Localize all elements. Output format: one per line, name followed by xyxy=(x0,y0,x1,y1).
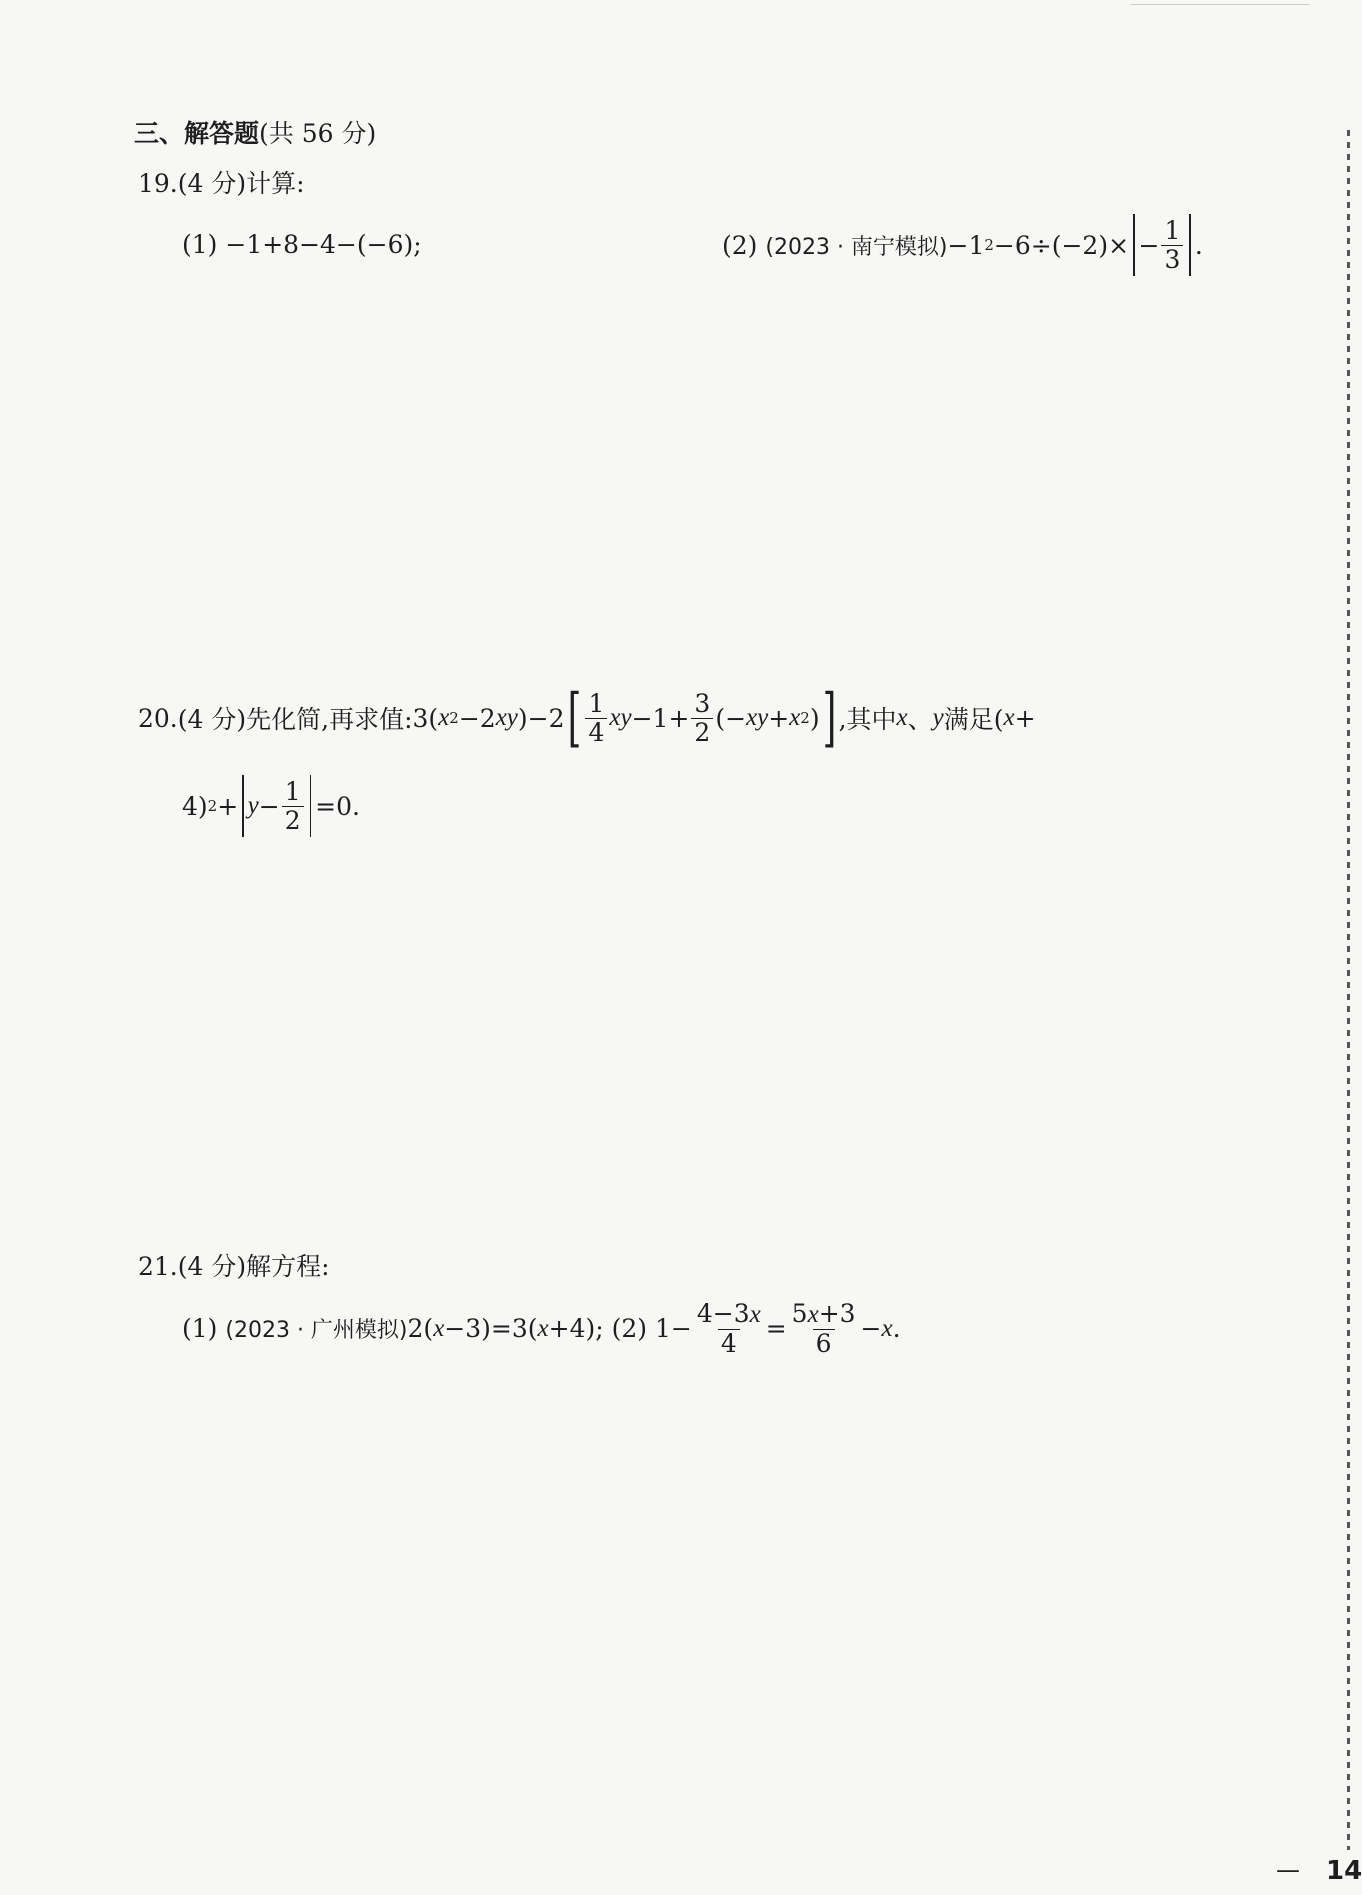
frac-denominator: 2 xyxy=(691,718,713,747)
q19-p1-expr: −1+8−4−(−6); xyxy=(225,230,422,259)
right-bracket: ] xyxy=(822,681,836,755)
var-x: x xyxy=(789,704,801,731)
frac-numerator xyxy=(694,1300,764,1329)
q21-p2-eq: = xyxy=(765,1314,787,1343)
frac-denominator: 4 xyxy=(585,718,607,747)
q20-t2: −1+ xyxy=(631,703,690,733)
section-title-text: 三、解答题 xyxy=(134,119,260,148)
q19-part2: (2) (2023 · 南宁模拟) −1 2 −6÷(−2)× − $\frac{1}{3}$ . xyxy=(722,214,1203,276)
abs-bar-right xyxy=(1189,214,1191,276)
q20-cond-plus: + xyxy=(1014,703,1036,733)
q21-p1-label: (1) xyxy=(182,1314,218,1343)
q19-p2-end: . xyxy=(1194,230,1203,260)
q20-fraction-1 xyxy=(585,690,607,746)
q20-t1-rest: −2 xyxy=(458,703,496,733)
frac-numerator: 1 xyxy=(284,777,301,806)
q21-p2-minus: − xyxy=(860,1314,882,1343)
q21-points: (4 分) xyxy=(177,1252,247,1281)
var-xy: xy xyxy=(495,704,518,731)
var-x: x xyxy=(1003,704,1015,731)
frac-numerator: 3 xyxy=(694,689,711,718)
q21-prompt: 解方程: xyxy=(246,1252,330,1281)
var-y: y xyxy=(932,704,944,731)
var-x: x xyxy=(438,704,450,731)
var-x: x xyxy=(807,1301,819,1328)
q19-p2-label: (2) xyxy=(722,230,758,260)
var-x: x xyxy=(881,1314,893,1342)
q20-t1: 3( xyxy=(412,703,439,733)
q20-fraction-3 xyxy=(282,778,304,834)
q20-points: (4 分) xyxy=(177,705,247,734)
q19-part1 xyxy=(182,230,422,259)
q20-number: 20. xyxy=(138,703,178,733)
q20-line2-minus: − xyxy=(258,791,280,821)
section-title xyxy=(134,114,376,150)
q19-p2-fraction xyxy=(1161,217,1183,273)
frac-numerator xyxy=(789,1300,859,1329)
section-points: (共 56 分) xyxy=(259,119,377,148)
var-xy: xy xyxy=(746,704,769,731)
footer-dash: — xyxy=(1276,1856,1300,1884)
q19-number: 19. xyxy=(138,169,178,198)
q20-t3-plus: + xyxy=(768,703,790,733)
frac-denominator: 3 xyxy=(1161,245,1183,274)
q20-cond-a: ,其中 xyxy=(838,705,897,734)
q20-fraction-2 xyxy=(691,690,713,746)
q19-p1-label: (1) xyxy=(182,230,218,259)
q20-line2-a: 4) xyxy=(182,791,208,821)
q21-header xyxy=(138,1247,330,1283)
q20-cond-b: 满足( xyxy=(943,705,1004,734)
q21-p2-a: 1− xyxy=(654,1314,692,1343)
q20-t1-close: )−2 xyxy=(517,703,565,733)
q21-fraction-1 xyxy=(694,1300,764,1357)
num-part: 5 xyxy=(791,1299,808,1328)
q19-p2-abs-sign: − xyxy=(1138,230,1160,260)
left-bracket: [ xyxy=(567,681,581,755)
q20-line2-b: + xyxy=(217,791,239,821)
q19-prompt: 计算: xyxy=(246,169,305,198)
q21-p1-b: −3)=3( xyxy=(444,1314,538,1343)
var-x: x xyxy=(433,1314,445,1342)
q21-p2-end: . xyxy=(892,1314,901,1343)
q19-p2-source: (2023 · 南宁模拟) xyxy=(765,234,948,260)
q20-t3: (− xyxy=(715,703,747,733)
top-edge-line xyxy=(1130,4,1310,5)
num-part: +3 xyxy=(818,1299,856,1328)
abs-bar-right xyxy=(310,775,312,837)
var-x: x xyxy=(896,704,908,731)
var-y: y xyxy=(247,792,259,819)
var-x: x xyxy=(537,1314,549,1342)
frac-denominator: 4 xyxy=(718,1329,740,1358)
q21-fraction-2 xyxy=(789,1300,859,1357)
frac-numerator: 1 xyxy=(1164,216,1181,245)
binding-dashed-line xyxy=(1347,130,1350,1850)
q21-p1-a: 2( xyxy=(407,1314,434,1343)
frac-denominator: 2 xyxy=(282,806,304,835)
q20-line1: 20. (4 分) 先化简,再求值: 3( x 2 −2 xy )−2 [ $\frac{1}{4}$ xy −1+ $\frac{3}{2}$ (− xy + x 2 ) ] ,其中 x 、 y 满足( x + xyxy=(138,681,1036,755)
q21-p2-label: (2) xyxy=(611,1314,648,1343)
q20-line2-end: =0. xyxy=(315,791,360,821)
q20-cond-sep: 、 xyxy=(907,705,933,734)
var-xy: xy xyxy=(609,704,632,731)
q19-points: (4 分) xyxy=(177,169,247,198)
q21-parts xyxy=(182,1300,901,1357)
q20-t3-close: ) xyxy=(809,703,820,733)
q21-number: 21. xyxy=(138,1252,178,1281)
q21-p1-source: (2023 · 广州模拟) xyxy=(225,1318,408,1343)
q19-header xyxy=(138,164,305,200)
q21-p1-c: +4); xyxy=(548,1314,604,1343)
q20-line2: 4) 2 + y − $\frac{1}{2}$ =0. xyxy=(182,775,360,837)
abs-bar-left xyxy=(242,775,244,837)
q20-prompt: 先化简,再求值: xyxy=(246,705,413,734)
abs-bar-left xyxy=(1133,214,1135,276)
num-part: 4−3 xyxy=(696,1299,750,1328)
page-number: 14 xyxy=(1326,1856,1362,1886)
q19-p2-expr-a: −1 xyxy=(947,230,985,260)
frac-numerator: 1 xyxy=(588,689,605,718)
frac-denominator: 6 xyxy=(813,1329,835,1358)
var-x: x xyxy=(749,1301,761,1328)
q19-p2-expr-b: −6÷(−2)× xyxy=(993,230,1130,260)
